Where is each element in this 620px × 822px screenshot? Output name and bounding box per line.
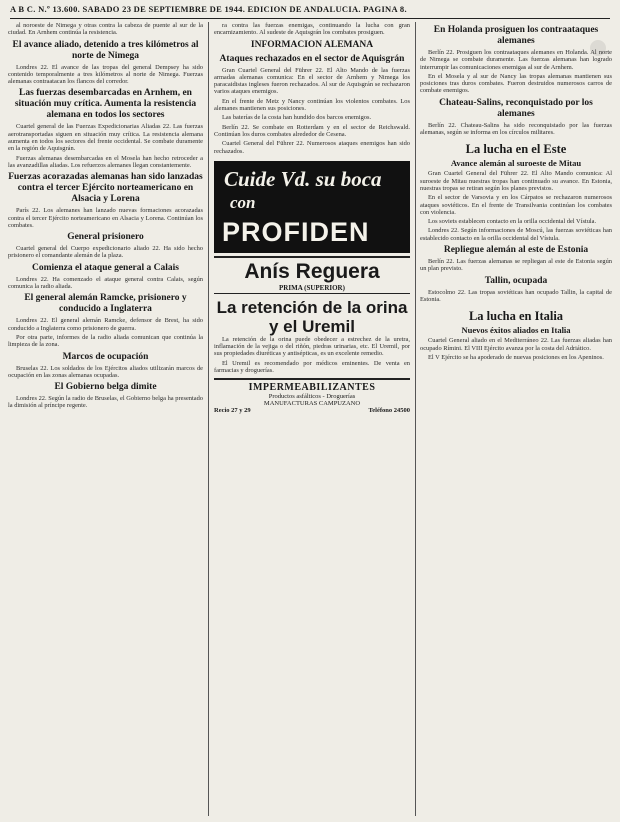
article-headline: INFORMACION ALEMANA — [250, 39, 374, 50]
impermeabilizantes-advert — [214, 378, 410, 414]
article-paragraph: Londres 22. Ha comenzado el ataque general contra Calais, según comunica la radio aliada. — [8, 275, 203, 291]
article-headline: Ataques rechazados en el sector de Aquisgrán — [219, 53, 405, 64]
article-paragraph: al noroeste de Nimega y otras contra la cabeza de puente al sur de la ciudad. En Arnhem continúa la resistencia. — [8, 22, 203, 37]
article-paragraph: Berlín 22. Prosiguen los contraataques alemanes en Holanda. Al norte de Nimega se combate duramente. Las fuerzas alemanas han logrado interrumpir las comunicaciones enemigas al sur de Arnhem. — [420, 49, 612, 71]
article-paragraph: Cuartel general de las Fuerzas Expedicionarias Aliadas 22. Las fuerzas aerotransportadas siguen en situación muy crítica. La resistencia alemana aumenta en todos los sectores del frente occidental. Se combate duramente en la región de Aquisgrán. — [8, 123, 203, 153]
article-subhead: Nuevos éxitos aliados en Italia — [461, 325, 571, 336]
uremil-body-2: El Uremil es recomendado por médicos eminentes. De venta en farmacias y droguerías. — [214, 359, 410, 375]
imper-brand: MANUFACTURAS CAMPUZANO — [263, 400, 361, 408]
article-paragraph: Londres 22. Según informaciones de Moscú, las fuerzas soviéticas han establecido contacto en la orilla occidental del Vístula. — [420, 227, 612, 242]
uremil-advert — [214, 298, 410, 374]
article-headline: Repliegue alemán al este de Estonia — [443, 245, 589, 256]
article-paragraph: Berlín 22. Se combate en Rotterdam y en el sector de Reichswald. Continúan los duros combates alrededor de Cesena. — [214, 123, 410, 138]
imper-line: Productos asfálticos - Droguerías — [268, 393, 356, 401]
article-paragraph: Estocolmo 22. Las tropas soviéticas han ocupado Tallin, la capital de Estonia. — [420, 288, 612, 303]
article-headline: Fuerzas acorazadas alemanas han sido lanzadas contra el tercer Ejército norteamericano en Alsacia y Lorena — [8, 172, 203, 205]
article-headline: Las fuerzas desembarcadas en Arnhem, en situación muy crítica. Aumenta la resistencia alemana en todos los sectores — [14, 88, 197, 121]
imper-name: IMPERMEABILIZANTES — [248, 382, 376, 394]
page-header: A B C. N.º 13.600. SABADO 23 DE SEPTIEMBRE DE 1944. EDICION DE ANDALUCIA. PAGINA 8. — [10, 4, 610, 19]
article-paragraph: Londres 22. El avance de las tropas del general Dempsey ha sido contenido temporalmente a tres kilómetros al norte de Nimega. Fuerzas alemanas contraatacan los flancos del corredor. — [8, 63, 203, 86]
column-rule — [415, 22, 416, 816]
imper-address: Recio 27 y 29 — [214, 407, 251, 415]
article-headline: El Gobierno belga dimite — [54, 382, 157, 393]
article-paragraph: Las baterías de la costa han hundido dos barcos enemigos. — [222, 114, 372, 122]
column-middle — [214, 22, 410, 816]
anis-tag: PRIMA (SUPERIOR) — [279, 283, 345, 292]
article-paragraph: Por otra parte, informes de la radio aliada comunican que continúa la limpieza de la zona. — [8, 333, 203, 349]
article-paragraph: Gran Cuartel General del Führer 22. El Alto Mando de las fuerzas armadas alemanas comunica: En el sector de Arnhem y Nimega los paracaidistas ingleses fueron rechazados. Al sur de Aquisgrán se rechazaron varios ataques enemigos. — [214, 66, 410, 96]
article-paragraph: En el Mosela y al sur de Nancy las tropas alemanas mantienen sus posiciones tras duros combates. Fueron destruidos numerosos carros de combate enemigos. — [420, 72, 612, 95]
imper-phone: Teléfono 24500 — [368, 407, 410, 415]
anis-advert — [214, 256, 410, 294]
article-headline: El avance aliado, detenido a tres kilómetros al norte de Nimega — [12, 39, 199, 61]
article-paragraph: Fuerzas alemanas desembarcadas en el Mosela han hecho retroceder a las avanzadillas aliadas. Los refuerzos alemanes llegan constantemente. — [8, 154, 203, 169]
article-paragraph: El V Ejército se ha apoderado de nuevas posiciones en los Apeninos. — [428, 353, 604, 361]
column-right — [420, 22, 612, 816]
middle-articles — [214, 22, 410, 155]
article-paragraph: Gran Cuartel General del Führer 22. El Alto Mando comunica: Al suroeste de Mitau nuestras tropas han continuado su avance. En Estonia, nuestras tropas se retiran según los planes previstos. — [420, 170, 612, 192]
anis-name: Anís Reguera — [244, 259, 380, 283]
article-paragraph: Londres 22. Según la radio de Bruselas, el Gobierno belga ha presentado la dimisión al príncipe regente. — [8, 395, 203, 410]
article-headline: Marcos de ocupación — [62, 351, 149, 362]
article-headline: En Holanda prosiguen los contraataques alemanes — [433, 25, 599, 46]
article-headline: La lucha en el Este — [465, 142, 567, 157]
article-paragraph: Cuartel General aliado en el Mediterráneo 22. Las fuerzas aliadas han ocupado Rímini. El VIII Ejército avanza por la costa del Adriático. — [420, 337, 612, 352]
uremil-body-1: La retención de la orina puede obedecer a estrechez de la uretra, inflamación de la vejiga o del riñón, piedras urinarias, etc. El Uremil, por sus propiedades diuréticas y antisépticas, es un excelente remedio. — [214, 335, 410, 358]
article-headline: La lucha en Italia — [468, 309, 564, 324]
article-paragraph: Bruselas 22. Los soldados de los Ejércitos aliados utilizarán marcos de ocupación en las zonas alemanas ocupadas. — [8, 364, 203, 379]
article-subhead: Avance alemán al suroeste de Mitau — [450, 158, 582, 169]
article-headline: General prisionero — [67, 232, 144, 243]
article-paragraph: Londres 22. El general alemán Ramcke, defensor de Brest, ha sido conducido a Inglaterra como prisionero de guerra. — [8, 317, 203, 332]
article-paragraph: Los soviets establecen contacto en la orilla occidental del Vístula. — [428, 218, 597, 226]
article-headline: El general alemán Ramcke, prisionero y conducido a Inglaterra — [24, 293, 187, 315]
profiden-line-2: con — [230, 192, 256, 212]
article-headline: Tallin, ocupada — [484, 275, 548, 286]
article-paragraph: París 22. Los alemanes han lanzado nuevas formaciones acorazadas contra el tercer Ejército norteamericano en Alsacia y Lorena. Continúan los combates. — [8, 207, 203, 229]
article-paragraph: ra contra las fuerzas enemigas, continuando la lucha con gran encarnizamiento. Al sudeste de Aquisgrán los combates prosiguen. — [214, 22, 410, 37]
article-paragraph: Cuartel General del Führer 22. Numerosos ataques enemigos han sido rechazados. — [214, 140, 410, 155]
article-paragraph: Cuartel general del Cuerpo expedicionario aliado 22. Ha sido hecho prisionero el comandante alemán de la plaza. — [8, 245, 203, 260]
uremil-headline: La retención de la orina y el Uremil — [216, 297, 408, 336]
article-paragraph: Berlín 22. Chateau-Salins ha sido reconquistado por las fuerzas alemanas, según se informa en los círculos militares. — [420, 121, 612, 137]
article-paragraph: En el sector de Varsovia y en los Cárpatos se rechazaron numerosos ataques soviéticos. En el frente de Transilvania continúan los combates con violencia. — [420, 194, 612, 216]
article-paragraph: Berlín 22. Las fuerzas alemanas se repliegan al este de Estonia según un plan previsto. — [420, 258, 612, 273]
profiden-brand: PROFIDEN — [222, 216, 370, 247]
article-paragraph: En el frente de Metz y Nancy continúan los violentos combates. Los alemanes mantienen sus posiciones. — [214, 97, 410, 113]
article-headline: Comienza el ataque general a Calais — [32, 262, 179, 273]
column-rule — [208, 22, 209, 816]
profiden-line-1: Cuide Vd. su boca — [224, 166, 382, 191]
column-left — [8, 22, 203, 816]
article-headline: Chateau-Salins, reconquistado por los alemanes — [439, 97, 593, 119]
profiden-advert — [214, 161, 410, 253]
